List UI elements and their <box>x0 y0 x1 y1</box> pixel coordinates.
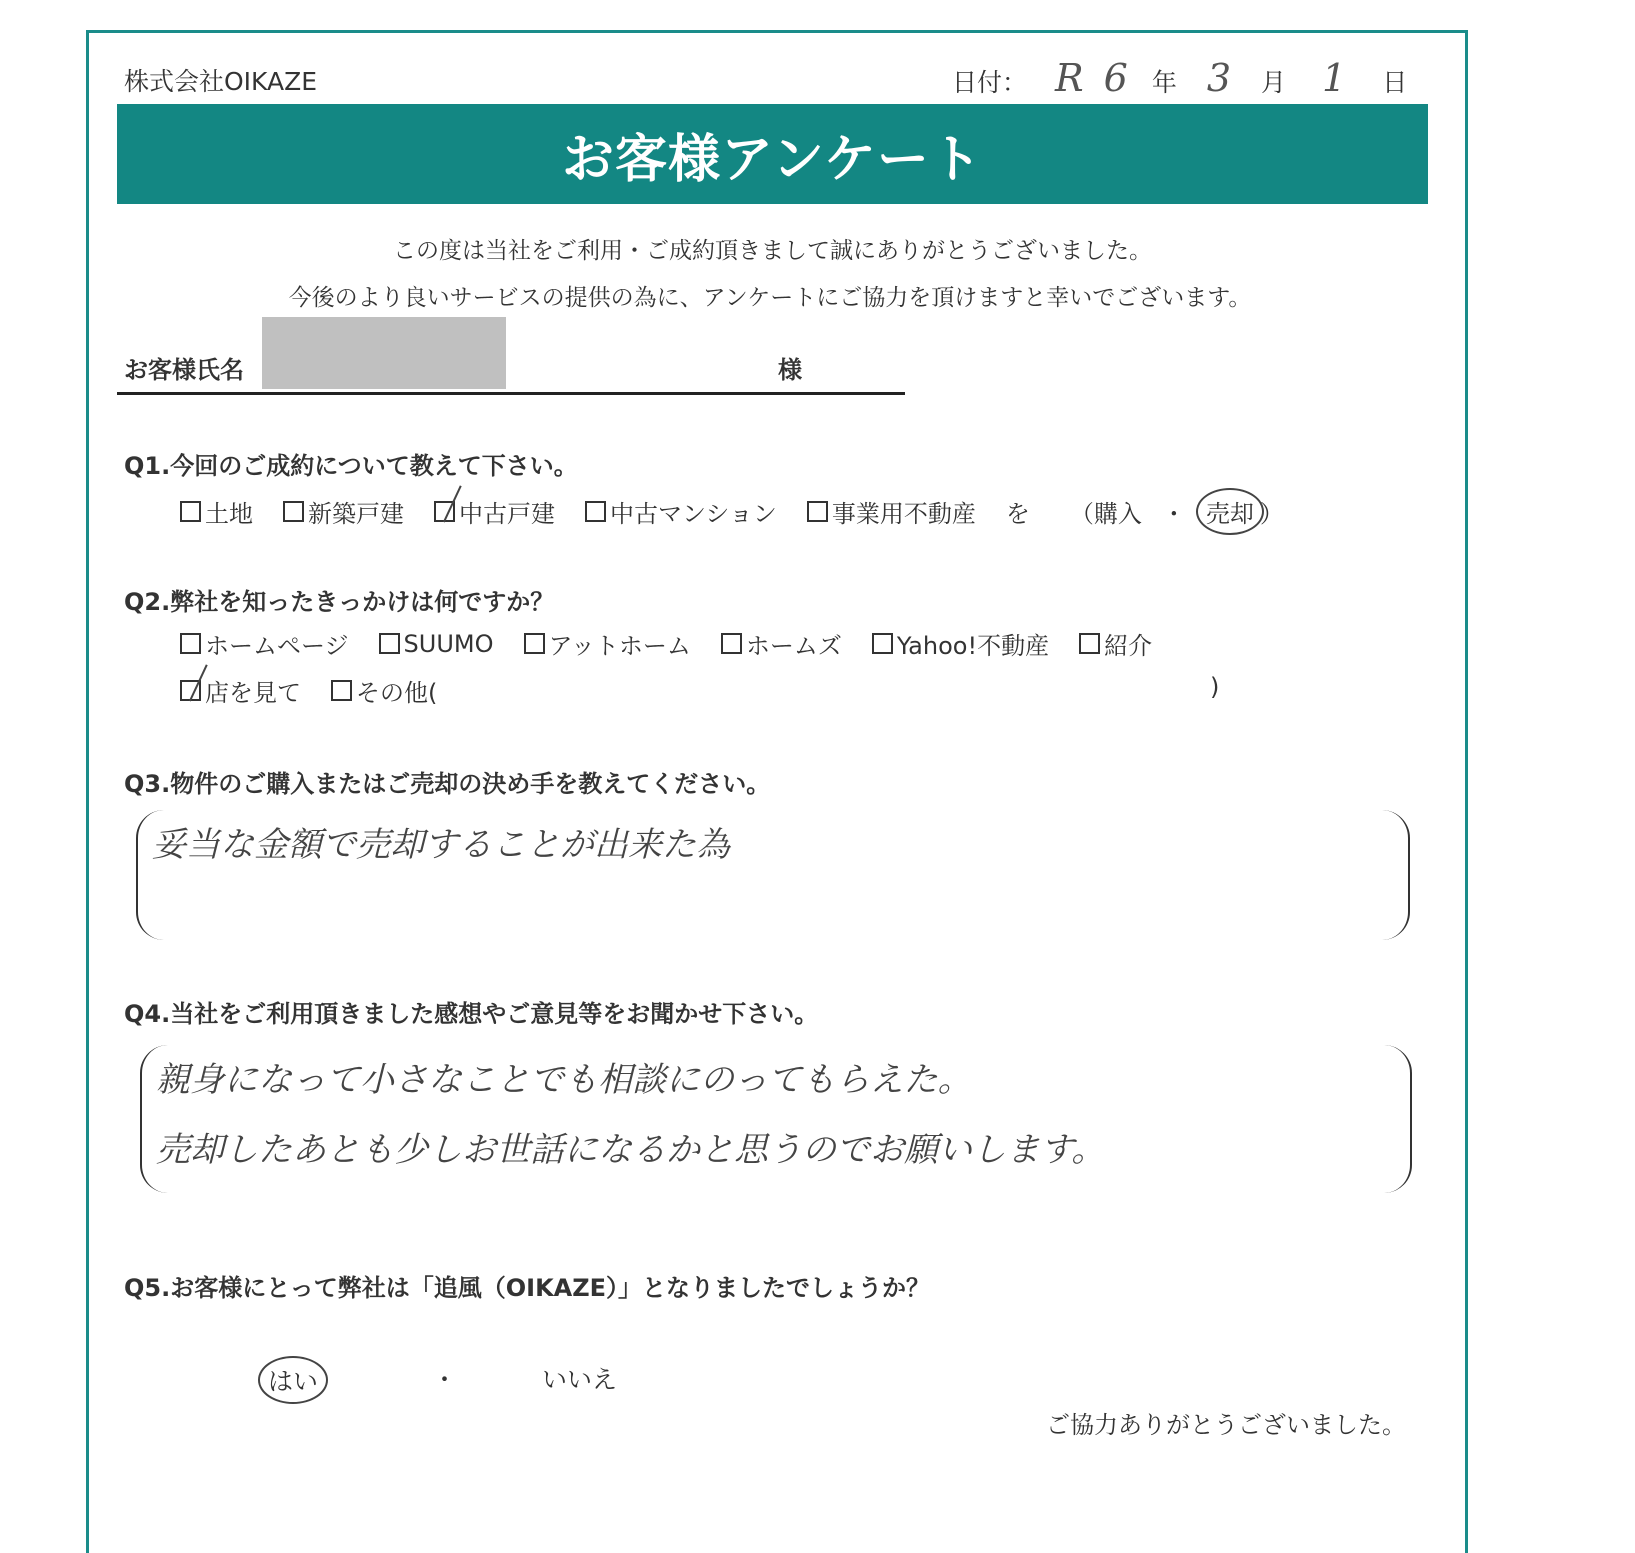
date-era: R <box>1055 56 1084 100</box>
intro-line-2: 今後のより良いサービスの提供の為に、アンケートにご協力を頂けますと幸いでございます。 <box>288 285 1252 311</box>
q3-title: Q3.物件のご購入またはご売却の決め手を教えてください。 <box>124 770 771 798</box>
checkbox[interactable] <box>379 633 400 654</box>
q1-option-used-house[interactable] <box>434 494 555 529</box>
q2-option-other[interactable] <box>331 673 437 708</box>
checkbox-checked[interactable] <box>434 501 455 522</box>
q4-title: Q4.当社をご利用頂きました感想やご意見等をお聞かせ下さい。 <box>124 1000 819 1028</box>
option-label: Yahoo!不動産 <box>896 632 1050 660</box>
checkbox[interactable] <box>180 501 201 522</box>
q2-option-homepage[interactable] <box>180 626 349 661</box>
date-year: 6 <box>1103 56 1128 100</box>
checkbox[interactable] <box>872 633 893 654</box>
option-label: その他( <box>356 679 438 707</box>
checkbox[interactable] <box>524 633 545 654</box>
redacted-name <box>262 317 506 389</box>
date-day: 1 <box>1322 56 1347 100</box>
q5-yes-circled[interactable]: はい <box>258 1356 328 1404</box>
q1-option-new-house[interactable] <box>283 494 404 529</box>
option-label: 土地 <box>205 500 253 528</box>
day-unit: 日 <box>1382 68 1408 97</box>
thanks-text: ご協力ありがとうございました。 <box>1046 1411 1406 1439</box>
checkbox[interactable] <box>331 680 352 701</box>
title-banner <box>117 104 1428 204</box>
option-label: SUUMO <box>403 629 494 658</box>
q2-options <box>180 626 1152 661</box>
checkbox[interactable] <box>807 501 828 522</box>
q3-answer: 妥当な金額で売却することが出来た為 <box>152 825 730 865</box>
option-label: ホームページ <box>205 632 349 660</box>
separator: ・ <box>432 1365 458 1394</box>
particle: を <box>1005 500 1030 528</box>
date-field <box>952 56 1407 100</box>
option-sell-circled[interactable]: 売却 <box>1196 488 1264 535</box>
year-unit: 年 <box>1151 68 1177 97</box>
option-label: 事業用不動産 <box>831 500 976 528</box>
name-label: お客様氏名 <box>124 356 244 384</box>
option-label: 中古マンション <box>610 500 777 528</box>
checkbox[interactable] <box>721 633 742 654</box>
paren: （ <box>1069 500 1094 528</box>
q1-option-land[interactable] <box>180 494 253 529</box>
checkbox[interactable] <box>180 633 201 654</box>
q3-answer-box[interactable] <box>136 810 1410 940</box>
q2-option-athome[interactable] <box>524 626 691 661</box>
q1-option-commercial[interactable] <box>807 494 976 529</box>
q2-option-suumo[interactable] <box>379 630 494 658</box>
date-label: 日付： <box>952 68 1028 97</box>
option-label: 紹介 <box>1104 632 1153 660</box>
other-close-paren: ) <box>1210 673 1220 701</box>
q5-no[interactable]: いいえ <box>542 1365 618 1394</box>
checkbox[interactable] <box>283 501 304 522</box>
name-suffix: 様 <box>778 356 802 384</box>
q2-option-referral[interactable] <box>1079 626 1152 661</box>
option-label: 店を見て <box>205 679 301 707</box>
page-title: お客様アンケート <box>562 129 983 190</box>
q2-option-homes[interactable] <box>721 626 842 661</box>
date-month: 3 <box>1206 56 1232 100</box>
q4-answer-box[interactable] <box>140 1045 1412 1193</box>
q1-options <box>180 488 1284 535</box>
q2-title: Q2.弊社を知ったきっかけは何ですか？ <box>124 588 555 616</box>
q2-option-yahoo[interactable] <box>872 626 1049 661</box>
month-unit: 月 <box>1261 68 1287 97</box>
checkbox[interactable] <box>1079 633 1100 654</box>
q1-title: Q1.今回のご成約について教えて下さい。 <box>124 452 578 480</box>
option-label: 中古戸建 <box>459 500 555 528</box>
option-label: ホームズ <box>745 632 842 660</box>
paren: ） <box>1259 500 1284 528</box>
separator: ・ <box>1161 500 1186 528</box>
option-label: 新築戸建 <box>308 500 404 528</box>
checkbox[interactable] <box>585 501 606 522</box>
option-buy[interactable]: 購入 <box>1093 500 1142 528</box>
option-label: アットホーム <box>548 632 691 660</box>
intro-line-1: この度は当社をご利用・ご成約頂きまして誠にありがとうございました。 <box>393 238 1152 264</box>
q1-option-used-condo[interactable] <box>585 494 777 529</box>
company-name: 株式会社OIKAZE <box>124 67 318 96</box>
checkbox-checked[interactable] <box>180 680 201 701</box>
q2-option-store[interactable] <box>180 673 301 708</box>
q4-answer-line-2: 売却したあとも少しお世話になるかと思うのでお願いします。 <box>156 1130 1106 1170</box>
q2-options-row2 <box>180 673 437 708</box>
q4-answer-line-1: 親身になって小さなことでも相談にのってもらえた。 <box>156 1060 972 1100</box>
q5-title: Q5.お客様にとって弊社は「追風（OIKAZE）」となりましたでしょうか？ <box>124 1274 931 1302</box>
